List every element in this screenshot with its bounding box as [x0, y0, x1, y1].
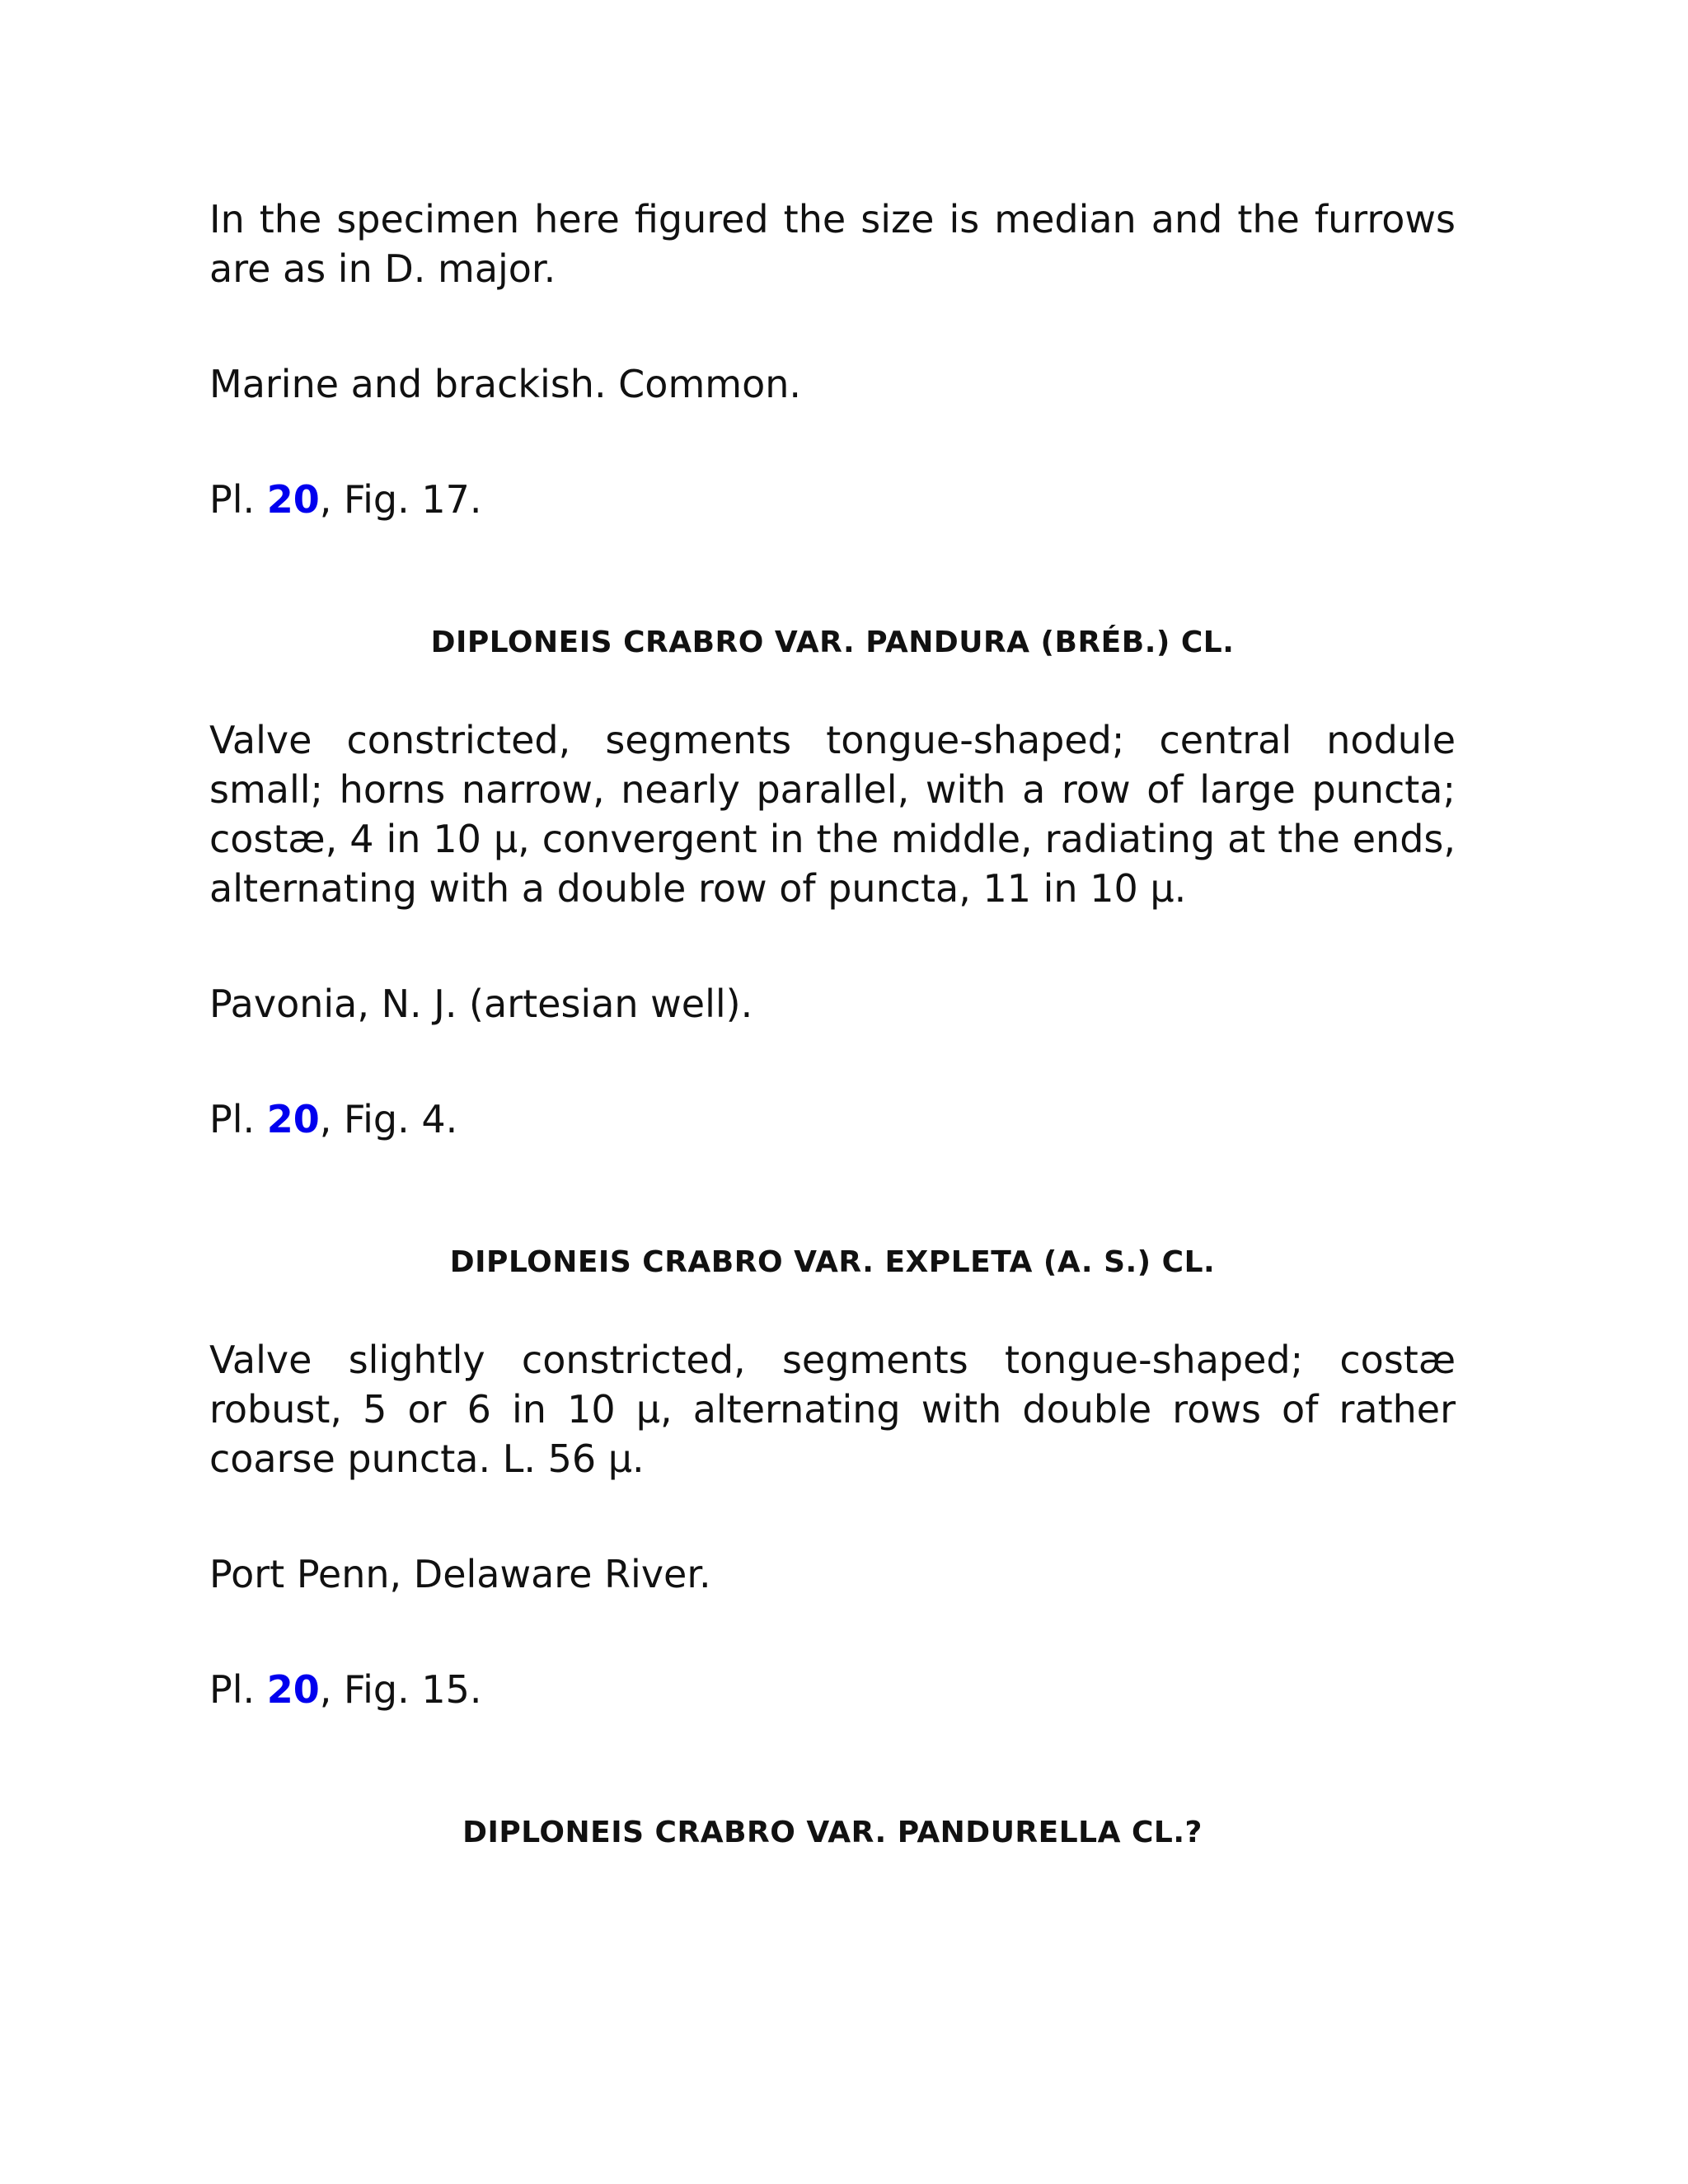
section-heading-expleta: DIPLONEIS CRABRO VAR. EXPLETA (A. S.) CL. — [449, 1245, 1216, 1279]
plate-suffix: , Fig. 4. — [319, 1097, 458, 1141]
locality-expleta: Port Penn, Delaware River. — [209, 1552, 711, 1596]
description-pandura: Valve constricted, segments tongue-shaped; central nodule small; horns narrow, nearly parallel, with a row of large puncta; costæ, 4 in 10 µ, convergent in the middle, radiating at the ends, alternating with a double row of puncta, 11 in 10 µ. — [209, 718, 1456, 911]
paragraph-specimen-note: In the specimen here figured the size is median and the furrows are as in D. major. — [209, 197, 1456, 291]
locality-pandura: Pavonia, N. J. (artesian well). — [209, 982, 753, 1026]
plate-prefix: Pl. — [209, 1667, 267, 1712]
plate-suffix: , Fig. 15. — [319, 1667, 482, 1712]
plate-link[interactable]: 20 — [266, 1097, 320, 1141]
plate-reference — [209, 1094, 1456, 1144]
document-page — [209, 194, 1456, 1853]
habitat-text: Marine and brackish. Common. — [209, 362, 801, 406]
section-heading-pandurella: DIPLONEIS CRABRO VAR. PANDURELLA CL.? — [462, 1816, 1203, 1849]
plate-prefix: Pl. — [209, 1097, 267, 1141]
plate-link[interactable]: 20 — [266, 477, 320, 522]
plate-link[interactable]: 20 — [266, 1667, 320, 1712]
section-heading-pandura: DIPLONEIS CRABRO VAR. PANDURA (BRÉB.) CL. — [430, 626, 1235, 659]
plate-reference — [209, 1665, 1456, 1714]
plate-reference — [209, 475, 1456, 524]
plate-prefix: Pl. — [209, 477, 267, 522]
description-expleta: Valve slightly constricted, segments tongue-shaped; costæ robust, 5 or 6 in 10 µ, alternating with double rows of rather coarse puncta. L. 56 µ. — [209, 1338, 1456, 1481]
plate-suffix: , Fig. 17. — [319, 477, 482, 522]
